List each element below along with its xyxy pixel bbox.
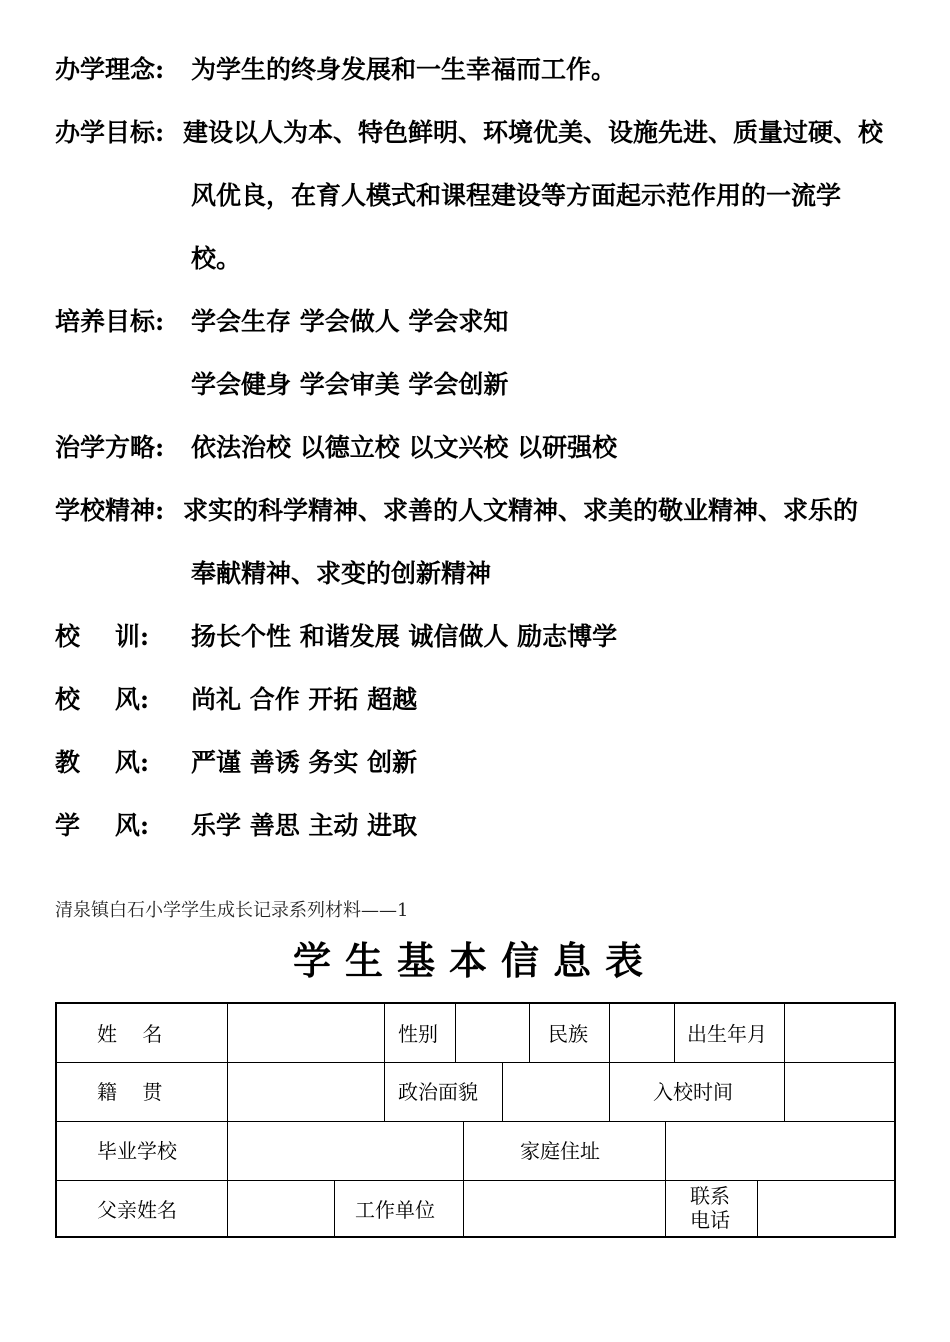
item-label: 学校精神: (55, 496, 165, 525)
col-divider (502, 1062, 503, 1121)
label-political: 政治面貌 (398, 1080, 478, 1104)
col-divider (665, 1180, 666, 1238)
col-divider (609, 1062, 610, 1121)
series-caption: 清泉镇白石小学学生成长记录系列材料——1 (55, 900, 409, 921)
item-text: 乐学 善思 主动 进取 (191, 811, 418, 840)
col-divider (455, 1004, 456, 1062)
col-divider (227, 1180, 228, 1238)
col-divider (784, 1062, 785, 1121)
item-text: 校。 (191, 244, 242, 273)
col-divider (665, 1121, 666, 1180)
row-divider (57, 1180, 894, 1181)
col-divider (529, 1004, 530, 1062)
row-divider (57, 1121, 894, 1122)
label-gender: 性别 (398, 1022, 438, 1046)
item-label: 培养目标: (55, 307, 165, 336)
col-divider (674, 1004, 675, 1062)
student-info-table (55, 1002, 896, 1238)
label-contact-phone-line1: 联系 (690, 1184, 730, 1208)
label-father-name: 父亲姓名 (97, 1198, 177, 1222)
item-label: 校 风: (55, 685, 150, 714)
col-divider (227, 1121, 228, 1180)
col-divider (757, 1180, 758, 1238)
item-label: 教 风: (55, 748, 150, 777)
label-birth: 出生年月 (687, 1022, 767, 1046)
item-label: 治学方略: (55, 433, 165, 462)
col-divider (384, 1004, 385, 1062)
col-divider (463, 1121, 464, 1180)
label-enroll-date: 入校时间 (653, 1080, 733, 1104)
item-text: 学会健身 学会审美 学会创新 (191, 370, 509, 399)
row-divider (57, 1062, 894, 1063)
item-text: 严谨 善诱 务实 创新 (191, 748, 418, 777)
col-divider (334, 1180, 335, 1238)
label-native-place: 籍 贯 (97, 1080, 163, 1104)
item-label: 学 风: (55, 811, 150, 840)
col-divider (227, 1062, 228, 1121)
label-ethnicity: 民族 (548, 1022, 588, 1046)
col-divider (463, 1180, 464, 1238)
item-text: 奉献精神、求变的创新精神 (191, 559, 492, 588)
philosophy-item-spirit-line2 (191, 558, 491, 590)
item-text: 求实的科学精神、求善的人文精神、求美的敬业精神、求乐的 (183, 496, 859, 525)
label-contact-phone (690, 1184, 730, 1232)
item-text: 风优良，在育人模式和课程建设等方面起示范作用的一流学 (191, 181, 842, 210)
form-title: 学生基本信息表 (292, 938, 657, 983)
item-text: 扬长个性 和谐发展 诚信做人 励志博学 (191, 622, 618, 651)
col-divider (784, 1004, 785, 1062)
philosophy-item-goal-line2 (191, 180, 841, 212)
label-graduate-school: 毕业学校 (97, 1139, 177, 1163)
label-work-unit: 工作单位 (355, 1198, 435, 1222)
item-label: 办学理念: (55, 55, 165, 84)
item-label: 校 训: (55, 622, 150, 651)
col-divider (384, 1062, 385, 1121)
item-label: 办学目标: (55, 118, 165, 147)
philosophy-item-goal-line3 (191, 243, 241, 275)
philosophy-item-training-line2 (191, 369, 508, 401)
item-text: 尚礼 合作 开拓 超越 (191, 685, 418, 714)
col-divider (227, 1004, 228, 1062)
label-contact-phone-line2: 电话 (690, 1208, 730, 1232)
label-address: 家庭住址 (520, 1139, 600, 1163)
item-text: 建设以人为本、特色鲜明、环境优美、设施先进、质量过硬、校 (183, 118, 884, 147)
item-text: 为学生的终身发展和一生幸福而工作。 (191, 55, 617, 84)
item-text: 依法治校 以德立校 以文兴校 以研强校 (191, 433, 618, 462)
label-name: 姓 名 (97, 1022, 163, 1046)
col-divider (609, 1004, 610, 1062)
item-text: 学会生存 学会做人 学会求知 (191, 307, 509, 336)
